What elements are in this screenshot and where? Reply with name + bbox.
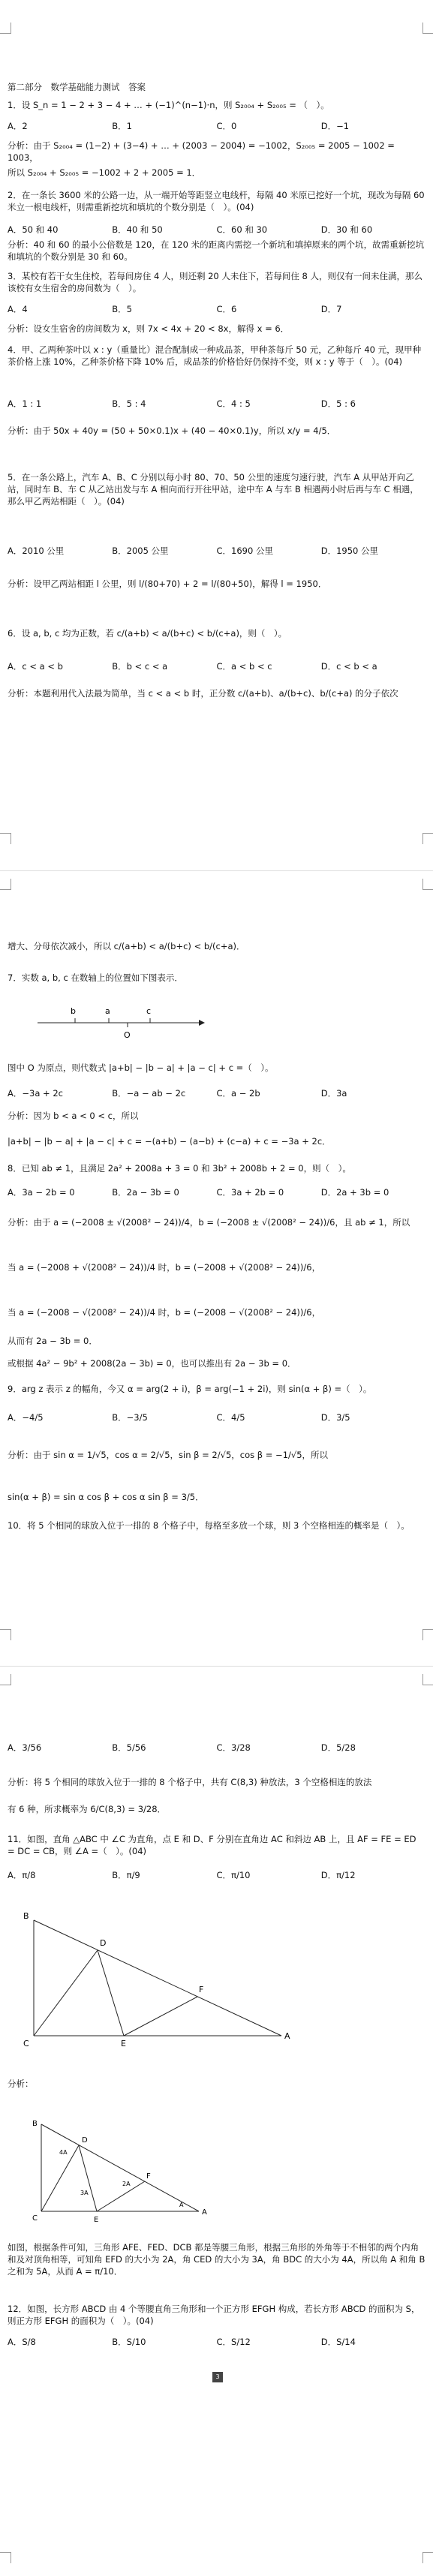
vertex-d: D (82, 2136, 88, 2145)
edge-ba (41, 2124, 199, 2211)
answer-6-continued: 增大、分母依次减小，所以 c/(a+b) < a/(b+c) < b/(c+a)． (8, 941, 245, 951)
number-line-arrow-icon (199, 1020, 205, 1026)
edge-ba (34, 1920, 281, 2036)
answer-5: 分析：设甲乙两站相距 l 公里，则 l/(80+70) + 2 = l/(80+50)，解得 l = 1950． (8, 579, 327, 589)
angle-label-a: A (179, 2202, 184, 2208)
question-12: 12．如图，长方形 ABCD 由 4 个等腰直角三角形和一个正方形 EFGH 构成，若长方形 ABCD 的面积为 S，则正方形 EFGH 的面积为（ ）。(04) (8, 2304, 420, 2326)
segment-de (79, 2145, 97, 2211)
option-a: A．S/8 (8, 2337, 36, 2347)
answer-6: 分析：本题利用代入法最为简单，当 c < a < b 时，正分数 c/(a+b)、a/(b+c)、b/(c+a) 的分子依次 (8, 688, 398, 699)
question-11-options (8, 1869, 425, 1881)
vertex-f: F (199, 1985, 204, 1994)
crop-mark (422, 1674, 433, 1685)
segment-cd (34, 1950, 98, 2036)
option-d: D．5/28 (320, 1742, 356, 1753)
answer-8-line-3: 当 a = (−2008 − √(2008² − 24))/4 时，b = (−2008 − √(2008² − 24))/6， (8, 1307, 321, 1318)
question-1-options (8, 120, 425, 132)
angle-label-4a: 4A (59, 2149, 68, 2156)
vertex-e: E (121, 2039, 126, 2048)
vertex-b: B (23, 1911, 29, 1921)
crop-mark (0, 879, 11, 890)
crop-mark (0, 2552, 11, 2563)
question-6: 6．设 a, b, c 均为正数，若 c/(a+b) < a/(b+c) < b/(c+a)，则（ ）。 (8, 628, 287, 639)
option-d: D．3a (320, 1088, 347, 1099)
crop-mark (422, 2552, 433, 2563)
option-c: C．6 (216, 304, 237, 314)
option-b: B．1 (112, 121, 132, 131)
question-8-options (8, 1186, 425, 1198)
question-1: 1．设 S_n = 1 − 2 + 3 − 4 + … + (−1)^(n−1)·n，则 S₂₀₀₄ + S₂₀₀₅ = （ ）。 (8, 100, 329, 110)
label-b: b (71, 1006, 76, 1016)
option-d: D．S/14 (320, 2337, 356, 2347)
vertex-c: C (23, 2039, 29, 2048)
option-b: B．2005 公里 (112, 546, 169, 556)
option-a: A．−3a + 2c (8, 1088, 63, 1099)
vertex-e: E (94, 2216, 99, 2224)
question-4: 4．甲、乙两种茶叶以 x : y（重量比）混合配制成一种成品茶，甲种茶每斤 50 元，乙种每斤 40 元，现甲种茶价格上涨 10%，乙种茶价格下降 10% 后，成品茶的价格恰好仍保持不变，则 x : y 等于（ ）。(04) (8, 344, 422, 367)
number-line-figure (30, 1000, 210, 1045)
option-b: B．−3/5 (112, 1412, 148, 1423)
option-b: B．−a − ab − 2c (112, 1088, 186, 1099)
option-b: B．5 : 4 (112, 398, 146, 409)
page-3 (0, 1666, 433, 2576)
option-c: C．3/28 (216, 1742, 251, 1753)
option-b: B．5/56 (112, 1742, 146, 1753)
vertex-b: B (32, 2120, 38, 2128)
answer-7-line-1: 分析：因为 b < a < 0 < c，所以 (8, 1111, 139, 1121)
answer-4: 分析：由于 50x + 40y = (50 + 50×0.1)x + (40 − 40×0.1)y，所以 x/y = 4/5． (8, 425, 336, 436)
answer-10-line-1: 分析：将 5 个相同的球放入位于一排的 8 个格子中，共有 C(8,3) 种放法，3 个空格相连的放法 (8, 1777, 372, 1787)
option-d: D．30 和 60 (320, 224, 373, 235)
question-12-options (8, 2336, 425, 2348)
option-c: C．3a + 2b = 0 (216, 1187, 284, 1198)
question-2-options (8, 224, 425, 236)
question-8: 8．已知 ab ≠ 1，且满足 2a² + 2008a + 3 = 0 和 3b² + 2008b + 2 = 0，则（ ）。 (8, 1163, 351, 1174)
option-a: A．3/56 (8, 1742, 42, 1753)
vertex-a: A (202, 2208, 207, 2217)
question-10: 10．将 5 个相同的球放入位于一排的 8 个格子中，每格至多放一个球，则 3 个空格相连的概率是（ ）。 (8, 1520, 410, 1531)
triangle-figure-1 (19, 1907, 304, 2057)
option-b: B．π/9 (112, 1870, 140, 1880)
option-c: C．S/12 (216, 2337, 251, 2347)
question-5-options (8, 545, 425, 557)
question-3: 3．某校有若干女生住校，若每间房住 4 人，则还剩 20 人未住下，若每间住 8 人，则仅有一间未住满，那么该校有女生宿舍的房间数为（ ）。 (8, 271, 423, 293)
option-c: C．1690 公里 (216, 546, 273, 556)
option-a: A．c < a < b (8, 661, 63, 672)
question-3-options (8, 303, 425, 315)
vertex-d: D (100, 1938, 107, 1948)
option-a: A．−4/5 (8, 1412, 44, 1423)
crop-mark (0, 23, 11, 34)
answer-11-label: 分析： (8, 2079, 34, 2089)
question-11: 11．如图，直角 △ABC 中 ∠C 为直角，点 E 和 D、F 分别在直角边 AC 和斜边 AB 上，且 AF = FE = ED = DC = CB，则 ∠A =（ ）。(04) (8, 1834, 416, 1856)
section-header: 第二部分 数学基础能力测试 答案 (8, 82, 146, 92)
option-a: A．π/8 (8, 1870, 36, 1880)
option-a: A．50 和 40 (8, 224, 59, 235)
answer-8-line-5: 或根据 4a² − 9b² + 2008(2a − 3b) = 0，也可以推出有 2a − 3b = 0． (8, 1358, 296, 1369)
question-9: 9．arg z 表示 z 的幅角，今又 α = arg(2 + i)，β = arg(−1 + 2i)，则 sin(α + β) =（ ）。 (8, 1384, 372, 1394)
option-c: C．60 和 30 (216, 224, 268, 235)
page-2 (0, 870, 433, 1652)
option-a: A．1 : 1 (8, 398, 42, 409)
option-b: B．2a − 3b = 0 (112, 1187, 179, 1198)
option-d: D．−1 (320, 121, 350, 131)
answer-11: 如图，根据条件可知，三角形 AFE、FED、DCB 都是等腰三角形，根据三角形的外角等于不相邻的两个内角和及对顶角相等，可知角 EFD 的大小为 2A，角 CED 的大小为 3A，角 BDC 的大小为 4A，所以角 A 和角 B 之和为 5A，从而 A = π/10． (8, 2242, 425, 2277)
page-1 (0, 0, 433, 855)
vertex-f: F (146, 2172, 151, 2181)
crop-mark (422, 833, 433, 844)
question-7-expression: 图中 O 为原点，则代数式 |a+b| − |b − a| + |a − c| + c =（ ）。 (8, 1063, 274, 1073)
question-2: 2．在一条长 3600 米的公路一边，从一端开始等距竖立电线杆，每隔 40 米原已挖好一个坑，现改为每隔 60 米立一根电线杆，则需重新挖坑和填坑的个数分别是（ ）。(04) (8, 190, 425, 212)
option-b: B．5 (112, 304, 132, 314)
answer-7-line-2: |a+b| − |b − a| + |a − c| + c = −(a+b) − (a−b) + (c−a) + c = −3a + 2c． (8, 1136, 331, 1147)
answer-1-line-2: 所以 S₂₀₀₄ + S₂₀₀₅ = −1002 + 2 + 2005 = 1． (8, 167, 201, 178)
question-7: 7．实数 a, b, c 在数轴上的位置如下图表示． (8, 972, 183, 983)
vertex-c: C (32, 2214, 38, 2223)
option-d: D．3/5 (320, 1412, 350, 1423)
option-d: D．5 : 6 (320, 398, 356, 409)
option-c: C．4 : 5 (216, 398, 251, 409)
segment-ef (124, 1997, 197, 2036)
label-c: c (146, 1006, 152, 1016)
crop-mark (0, 1674, 11, 1685)
answer-9-line-1: 分析：由于 sin α = 1/√5，cos α = 2/√5，sin β = 2/√5，cos β = −1/√5，所以 (8, 1450, 329, 1460)
answer-9-line-2: sin(α + β) = sin α cos β + cos α sin β = 3/5． (8, 1492, 204, 1502)
crop-mark (422, 879, 433, 890)
answer-10-line-2: 有 6 种，所求概率为 6/C(8,3) = 3/28． (8, 1804, 167, 1814)
angle-label-2a: 2A (122, 2181, 131, 2187)
crop-mark (422, 23, 433, 34)
answer-8-line-4: 从而有 2a − 3b = 0． (8, 1336, 98, 1346)
angle-label-3a: 3A (80, 2190, 89, 2196)
option-a: A．2 (8, 121, 28, 131)
option-c: C．a < b < c (216, 661, 272, 672)
option-a: A．2010 公里 (8, 546, 65, 556)
option-c: C．4/5 (216, 1412, 245, 1423)
question-4-options (8, 398, 425, 410)
option-c: C．π/10 (216, 1870, 251, 1880)
crop-mark (422, 1629, 433, 1640)
option-d: D．1950 公里 (320, 546, 379, 556)
option-b: B．b < c < a (112, 661, 168, 672)
label-origin: O (124, 1030, 131, 1040)
answer-8-line-2: 当 a = (−2008 + √(2008² − 24))/4 时，b = (−2008 + √(2008² − 24))/6， (8, 1262, 321, 1273)
option-d: D．2a + 3b = 0 (320, 1187, 389, 1198)
option-a: A．3a − 2b = 0 (8, 1187, 75, 1198)
option-d: D．7 (320, 304, 342, 314)
option-b: B．40 和 50 (112, 224, 163, 235)
question-5: 5．在一条公路上，汽车 A、B、C 分别以每小时 80、70、50 公里的速度匀速行驶，汽车 A 从甲站开向乙站，同时车 B、车 C 从乙站出发与车 A 相向而行开往甲站，途中车 A 与车 B 相遇两小时后再与车 C 相遇，那么甲乙两站相距（ ）。(04) (8, 472, 419, 506)
answer-8-line-1: 分析：由于 a = (−2008 ± √(2008² − 24))/4，b = (−2008 ± √(2008² − 24))/6，且 ab ≠ 1，所以 (8, 1217, 410, 1228)
question-10-options (8, 1742, 425, 1754)
question-6-options (8, 660, 425, 672)
option-d: D．π/12 (320, 1870, 356, 1880)
option-b: B．S/10 (112, 2337, 146, 2347)
triangle-figure-2 (19, 2117, 214, 2229)
segment-ef (97, 2181, 145, 2211)
option-c: C．0 (216, 121, 237, 131)
option-d: D．c < b < a (320, 661, 377, 672)
page-number: 3 (212, 2372, 223, 2382)
vertex-a: A (284, 2031, 290, 2041)
crop-mark (0, 1629, 11, 1640)
segment-de (98, 1950, 124, 2036)
option-c: C．a − 2b (216, 1088, 260, 1099)
answer-3: 分析：设女生宿舍的房间数为 x，则 7x < 4x + 20 < 8x，解得 x = 6． (8, 323, 290, 334)
option-a: A．4 (8, 304, 28, 314)
answer-2: 分析：40 和 60 的最小公倍数是 120，在 120 米的距离内需挖一个新坑和填掉原来的两个坑，故需重新挖坑和填坑的个数分别是 30 和 60。 (8, 239, 425, 262)
answer-1-line-1: 分析：由于 S₂₀₀₄ = (1−2) + (3−4) + … + (2003 − 2004) = −1002，S₂₀₀₅ = 2005 − 1002 = 1003， (8, 140, 395, 163)
question-9-options (8, 1411, 425, 1423)
label-a: a (105, 1006, 110, 1016)
question-7-options (8, 1087, 425, 1099)
crop-mark (0, 833, 11, 844)
